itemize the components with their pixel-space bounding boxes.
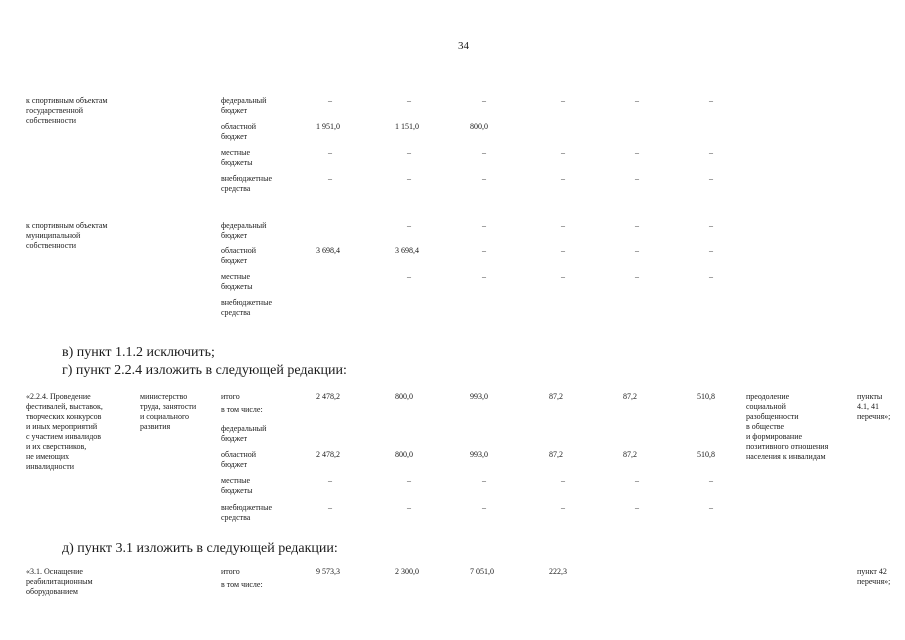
source-cell: внебюджетные средства — [221, 174, 272, 193]
value-cell: 9 573,3 — [316, 567, 340, 576]
value-cell: – — [561, 246, 565, 255]
source-cell: областной бюджет — [221, 246, 257, 265]
page-number: 34 — [458, 40, 469, 52]
value-cell: – — [635, 503, 639, 512]
value-cell: – — [635, 96, 639, 105]
value-cell: – — [328, 503, 332, 512]
value-cell: – — [407, 503, 411, 512]
value-cell: – — [328, 148, 332, 157]
value-cell: – — [407, 221, 411, 230]
value-cell: 800,0 — [470, 122, 488, 131]
value-cell: – — [482, 476, 486, 485]
value-cell: – — [561, 148, 565, 157]
value-cell: – — [709, 503, 713, 512]
source-cell: в том числе: — [221, 580, 263, 589]
value-cell: – — [482, 148, 486, 157]
value-cell: – — [709, 476, 713, 485]
value-cell: – — [482, 96, 486, 105]
value-cell: 222,3 — [549, 567, 567, 576]
value-cell: – — [635, 246, 639, 255]
value-cell: – — [482, 503, 486, 512]
value-cell: – — [561, 503, 565, 512]
block4-ref: пункт 42 перечня»; — [857, 567, 891, 586]
source-cell: внебюджетные средства — [221, 503, 272, 522]
source-cell: областной бюджет — [221, 122, 257, 141]
value-cell: 800,0 — [395, 392, 413, 401]
value-cell: 87,2 — [549, 450, 563, 459]
source-cell: внебюджетные средства — [221, 298, 272, 317]
value-cell: – — [561, 476, 565, 485]
heading-d: д) пункт 3.1 изложить в следующей редакции: — [62, 541, 338, 556]
value-cell: – — [709, 148, 713, 157]
value-cell: – — [561, 174, 565, 183]
source-cell: итого — [221, 392, 240, 401]
block3-ref: пункты 4.1, 41 перечня»; — [857, 392, 891, 421]
source-cell: федеральный бюджет — [221, 424, 267, 443]
source-cell: федеральный бюджет — [221, 221, 267, 240]
heading-v: в) пункт 1.1.2 исключить; — [62, 345, 215, 360]
block4-label: «3.1. Оснащение реабилитационным оборудованием — [26, 567, 93, 596]
value-cell: – — [635, 476, 639, 485]
block2-label: к спортивным объектам муниципальной собственности — [26, 221, 108, 250]
value-cell: – — [709, 246, 713, 255]
block3-executor: министерство труда, занятости и социального развития — [140, 392, 197, 431]
value-cell: – — [407, 476, 411, 485]
value-cell: 2 478,2 — [316, 450, 340, 459]
value-cell: 87,2 — [549, 392, 563, 401]
value-cell: – — [482, 272, 486, 281]
value-cell: 3 698,4 — [316, 246, 340, 255]
value-cell: – — [561, 272, 565, 281]
value-cell: 87,2 — [623, 450, 637, 459]
value-cell: 2 478,2 — [316, 392, 340, 401]
value-cell: – — [482, 246, 486, 255]
value-cell: – — [561, 96, 565, 105]
value-cell: – — [635, 148, 639, 157]
value-cell: 510,8 — [697, 450, 715, 459]
value-cell: – — [709, 174, 713, 183]
value-cell: 510,8 — [697, 392, 715, 401]
value-cell: 3 698,4 — [395, 246, 419, 255]
value-cell: – — [407, 148, 411, 157]
source-cell: местные бюджеты — [221, 476, 253, 495]
value-cell: 1 951,0 — [316, 122, 340, 131]
value-cell: – — [328, 96, 332, 105]
value-cell: – — [407, 96, 411, 105]
value-cell: 993,0 — [470, 392, 488, 401]
block3-result: преодоление социальной разобщенности в обществе и формирование позитивного отношения населения к инвалидам — [746, 392, 829, 461]
value-cell: – — [709, 272, 713, 281]
value-cell: – — [482, 221, 486, 230]
value-cell: 2 300,0 — [395, 567, 419, 576]
value-cell: 800,0 — [395, 450, 413, 459]
value-cell: 87,2 — [623, 392, 637, 401]
source-cell: местные бюджеты — [221, 272, 253, 291]
value-cell: – — [407, 272, 411, 281]
source-cell: областной бюджет — [221, 450, 257, 469]
value-cell: – — [328, 174, 332, 183]
heading-g: г) пункт 2.2.4 изложить в следующей редакции: — [62, 363, 347, 378]
value-cell: 1 151,0 — [395, 122, 419, 131]
source-cell: итого — [221, 567, 240, 576]
value-cell: 7 051,0 — [470, 567, 494, 576]
block1-label: к спортивным объектам государственной собственности — [26, 96, 108, 125]
value-cell: – — [635, 174, 639, 183]
value-cell: – — [482, 174, 486, 183]
value-cell: 993,0 — [470, 450, 488, 459]
value-cell: – — [709, 221, 713, 230]
source-cell: федеральный бюджет — [221, 96, 267, 115]
value-cell: – — [635, 272, 639, 281]
source-cell: местные бюджеты — [221, 148, 253, 167]
value-cell: – — [328, 476, 332, 485]
value-cell: – — [709, 96, 713, 105]
source-cell: в том числе: — [221, 405, 263, 414]
value-cell: – — [561, 221, 565, 230]
value-cell: – — [407, 174, 411, 183]
block3-label: «2.2.4. Проведение фестивалей, выставок, творческих конкурсов и иных мероприятий с участием инвалидов и их сверстников, не имеющих инвалидности — [26, 392, 103, 471]
value-cell: – — [635, 221, 639, 230]
